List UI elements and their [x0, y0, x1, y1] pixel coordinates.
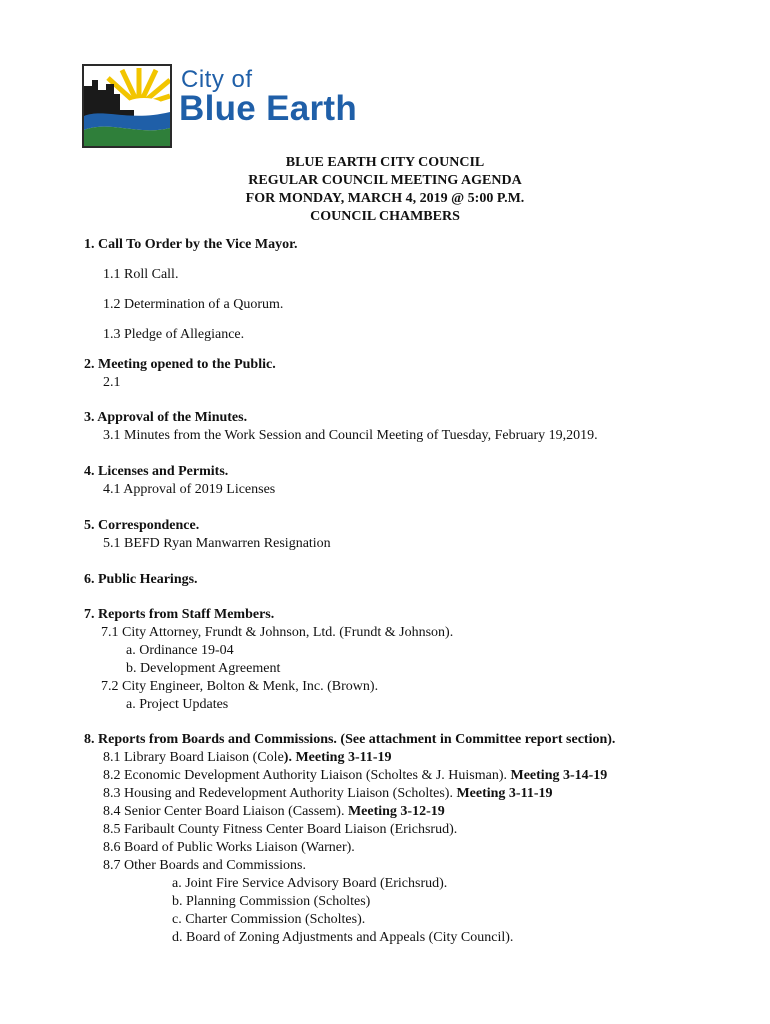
agenda-subitem: 3.1 Minutes from the Work Session and Council Meeting of Tuesday, February 19,2019. — [103, 428, 598, 443]
agenda-subitem: 8.5 Faribault County Fitness Center Board Liaison (Erichsrud). — [103, 822, 458, 837]
agenda-subitem: 4.1 Approval of 2019 Licenses — [103, 482, 276, 497]
meeting-date: Meeting 3-12-19 — [347, 804, 445, 819]
agenda-subitem — [103, 749, 392, 767]
agenda-subitem: 8.6 Board of Public Works Liaison (Warner). — [103, 840, 355, 855]
meeting-date: Meeting 3-11-19 — [456, 786, 553, 801]
agenda-item-2: 2. Meeting opened to the Public. — [84, 357, 276, 372]
subitem-text: 8.2 Economic Development Authority Liaison (Scholtes & J. Huisman). — [103, 768, 511, 783]
city-logo — [82, 64, 412, 148]
agenda-subitem: 5.1 BEFD Ryan Manwarren Resignation — [103, 536, 331, 551]
subitem-text: 8.4 Senior Center Board Liaison (Cassem). — [103, 804, 348, 819]
agenda-subitem — [103, 785, 552, 803]
agenda-subitem: d. Board of Zoning Adjustments and Appeals (City Council). — [172, 930, 514, 945]
agenda-item-3: 3. Approval of the Minutes. — [84, 410, 248, 425]
agenda-subitem: b. Planning Commission (Scholtes) — [172, 894, 371, 909]
header-line: REGULAR COUNCIL MEETING AGENDA — [248, 173, 522, 188]
agenda-subitem — [103, 767, 607, 785]
meeting-date: Meeting 3-14-19 — [510, 768, 608, 783]
agenda-subitem: a. Joint Fire Service Advisory Board (Erichsrud). — [172, 876, 448, 891]
agenda-item-6: 6. Public Hearings. — [84, 572, 198, 587]
header-line: FOR MONDAY, MARCH 4, 2019 @ 5:00 P.M. — [245, 191, 525, 206]
agenda-subitem: 7.2 City Engineer, Bolton & Menk, Inc. (Brown). — [101, 679, 379, 694]
agenda-subitem: 1.2 Determination of a Quorum. — [103, 297, 284, 312]
subitem-text: 8.1 Library Board Liaison (Cole — [103, 750, 284, 765]
meeting-date: ). Meeting 3-11-19 — [283, 750, 392, 765]
agenda-subitem: 7.1 City Attorney, Frundt & Johnson, Ltd. (Frundt & Johnson). — [101, 625, 454, 640]
agenda-header — [0, 154, 770, 226]
header-line: BLUE EARTH CITY COUNCIL — [285, 155, 485, 170]
agenda-subitem: 1.3 Pledge of Allegiance. — [103, 327, 245, 342]
agenda-subitem: 2.1 — [103, 375, 121, 390]
header-line: COUNCIL CHAMBERS — [310, 209, 460, 224]
agenda-item-1: 1. Call To Order by the Vice Mayor. — [84, 237, 298, 252]
agenda-subitem: 8.7 Other Boards and Commissions. — [103, 858, 306, 873]
agenda-item-5: 5. Correspondence. — [84, 518, 200, 533]
agenda-subitem: a. Project Updates — [126, 697, 229, 712]
agenda-subitem: c. Charter Commission (Scholtes). — [172, 912, 366, 927]
agenda-item-8: 8. Reports from Boards and Commissions. (See attachment in Committee report section). — [84, 732, 616, 747]
agenda-item-7: 7. Reports from Staff Members. — [84, 607, 275, 622]
logo-blue-earth: Blue Earth — [179, 89, 358, 128]
agenda-item-4: 4. Licenses and Permits. — [84, 464, 229, 479]
subitem-text: 8.3 Housing and Redevelopment Authority Liaison (Scholtes). — [103, 786, 457, 801]
agenda-subitem: b. Development Agreement — [126, 661, 281, 676]
logo-city-of: City of — [181, 66, 253, 93]
agenda-subitem — [103, 803, 445, 821]
agenda-subitem: 1.1 Roll Call. — [103, 267, 179, 282]
logo-emblem-icon — [82, 64, 172, 148]
agenda-subitem: a. Ordinance 19-04 — [126, 643, 234, 658]
